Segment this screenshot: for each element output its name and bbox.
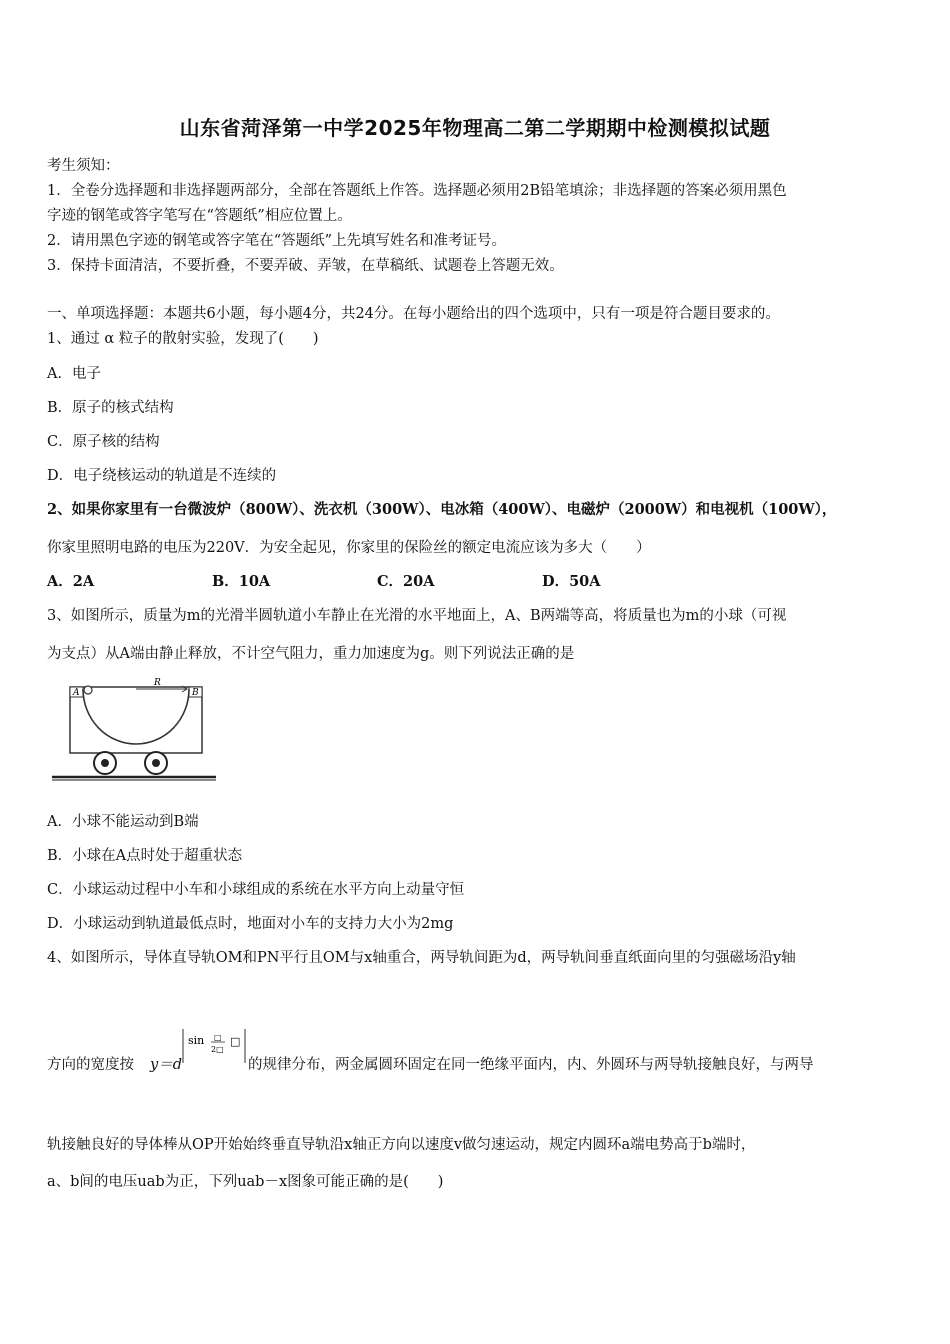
label-r: R (154, 678, 161, 688)
notice-item-1: 1．全卷分选择题和非选择题两部分，全部在答题纸上作答。选择题必须用2B铅笔填涂；非选择题的答案必须用黑色 (47, 183, 787, 199)
formula-den: 2□ (211, 1045, 224, 1054)
q3-option-c: C．小球运动过程中小车和小球组成的系统在水平方向上动量守恒 (47, 882, 465, 898)
q2-stem-line1: 2、如果你家里有一台微波炉（800W）、洗衣机（300W）、电冰箱（400W）、电磁炉（2000W）和电视机（100W）， (47, 501, 837, 518)
q2-option-a: A．2A (47, 573, 95, 590)
ball (84, 686, 92, 694)
q2-option-c: C．20A (377, 573, 435, 590)
q1-stem: 1、通过 α 粒子的散射实验，发现了( ) (47, 331, 319, 347)
q3-option-b: B．小球在A点时处于超重状态 (47, 848, 243, 864)
q2-option-b: B．10A (212, 573, 271, 590)
q2-option-d: D．50A (542, 573, 601, 590)
page-title: 山东省菏泽第一中学2025年物理高二第二学期期中检测模拟试题 (179, 116, 771, 140)
q4-formula (180, 1028, 248, 1064)
q4-stem-line4: a、b间的电压uab为正，下列uab－x图象可能正确的是( ) (47, 1174, 444, 1190)
q4-formula-lhs: y＝d (150, 1057, 182, 1073)
label-a: A (73, 688, 80, 698)
cart-body (70, 687, 202, 753)
formula-num: □ (214, 1033, 222, 1042)
q1-option-b: B．原子的核式结构 (47, 400, 174, 416)
q1-option-c: C．原子核的结构 (47, 434, 160, 450)
notice-heading: 考生须知： (47, 158, 120, 174)
semicircle-track (83, 689, 189, 744)
q4-stem-line1: 4、如图所示，导体直导轨OM和PN平行且OM与x轴重合，两导轨间距为d，两导轨间垂直纸面向里的匀强磁场沿y轴 (47, 950, 796, 966)
notice-item-1-cont: 字迹的钢笔或答字笔写在“答题纸”相应位置上。 (47, 208, 352, 224)
notice-item-2: 2．请用黑色字迹的钢笔或答字笔在“答题纸”上先填写姓名和准考证号。 (47, 233, 507, 249)
q3-option-d: D．小球运动到轨道最低点时，地面对小车的支持力大小为2mg (47, 916, 454, 932)
q4-stem-line3: 轨接触良好的导体棒从OP开始始终垂直导轨沿x轴正方向以速度v做匀速运动，规定内圆环a端电势高于b端时， (47, 1137, 756, 1153)
q1-option-a: A．电子 (47, 366, 101, 382)
notice-item-3: 3．保持卡面清洁，不要折叠，不要弄破、弄皱，在草稿纸、试题卷上答题无效。 (47, 258, 564, 274)
q3-stem-line2: 为支点）从A端由静止释放，不计空气阻力，重力加速度为g。则下列说法正确的是 (47, 646, 575, 662)
q4-stem-line2-pre: 方向的宽度按 (47, 1057, 134, 1073)
formula-sin: sin (188, 1034, 205, 1047)
label-b: B (192, 688, 199, 698)
q2-stem-line2: 你家里照明电路的电压为220V．为安全起见，你家里的保险丝的额定电流应该为多大（ ） (47, 540, 651, 556)
q1-option-d: D．电子绕核运动的轨道是不连续的 (47, 468, 277, 484)
q3-option-a: A．小球不能运动到B端 (47, 814, 199, 830)
section-heading: 一、单项选择题：本题共6小题，每小题4分，共24分。在每小题给出的四个选项中，只有一项是符合题目要求的。 (47, 306, 780, 322)
q3-cart-figure (50, 676, 220, 784)
formula-box: □ (230, 1035, 241, 1048)
q4-stem-line2-post: 的规律分布，两金属圆环固定在同一绝缘平面内，内、外圆环与两导轨接触良好，与两导 (248, 1057, 814, 1073)
q3-stem-line1: 3、如图所示，质量为m的光滑半圆轨道小车静止在光滑的水平地面上，A、B两端等高，将质量也为m的小球（可视 (47, 608, 787, 624)
